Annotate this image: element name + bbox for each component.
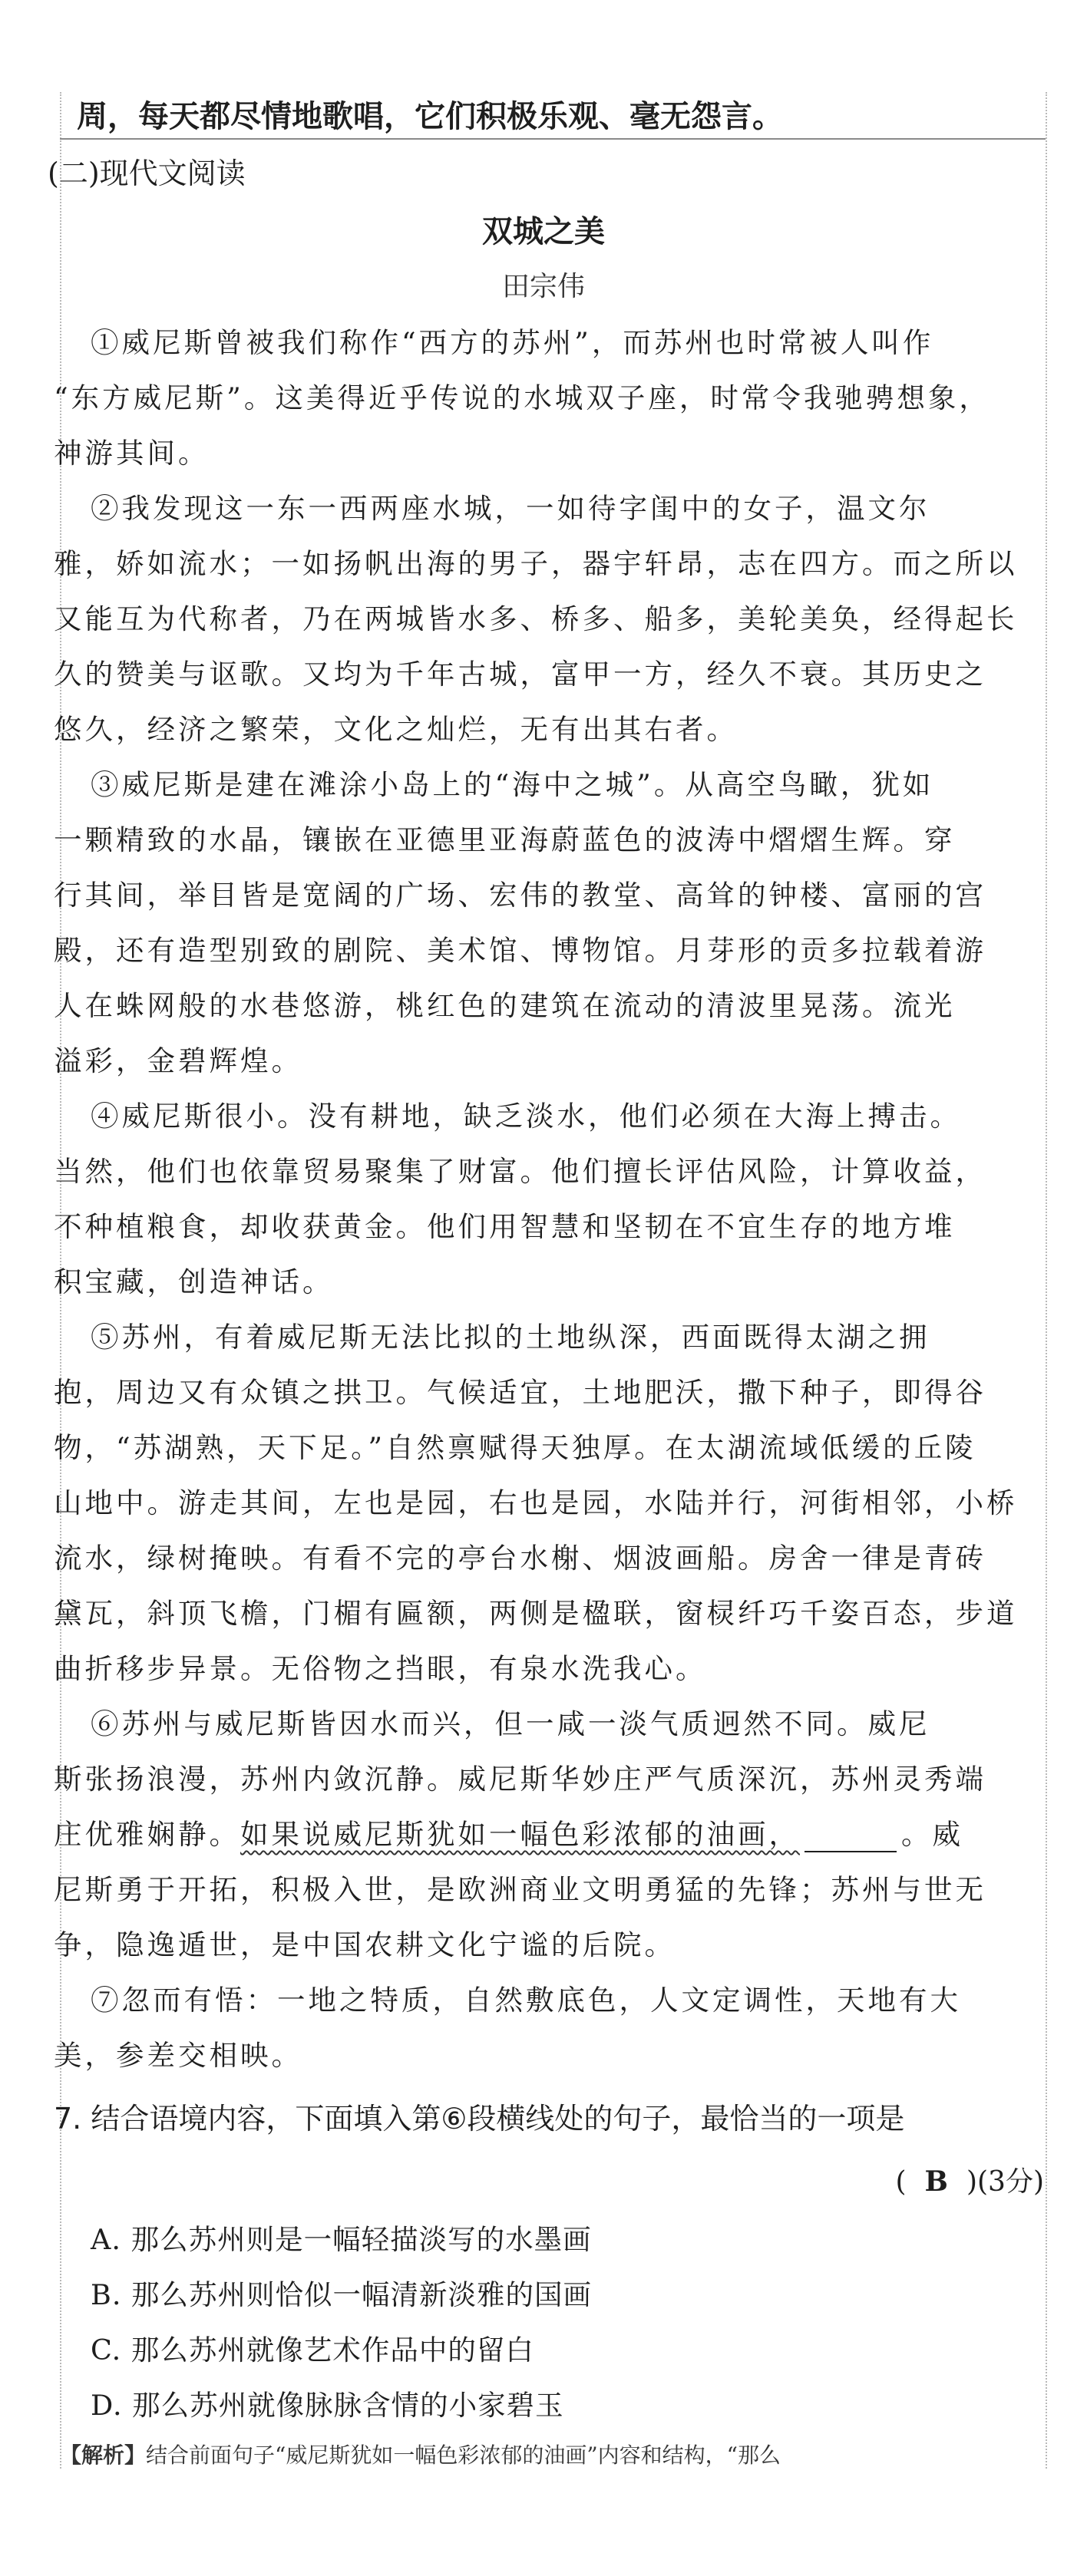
- question-stem: 7. 结合语境内容，下面填入第⑥段横线处的句子，最恰当的一项是: [54, 2102, 905, 2136]
- article-line: 争，隐逸遁世，是中国农耕文化宁谧的后院。: [54, 1928, 676, 1961]
- article-author: 田宗伟: [501, 271, 585, 302]
- article-line: ①威尼斯曾被我们称作“西方的苏州”，而苏州也时常被人叫作: [91, 326, 934, 359]
- option-a: A. 那么苏州则是一幅轻描淡写的水墨画: [91, 2223, 592, 2256]
- article-title: 双城之美: [482, 214, 605, 249]
- analysis-tag: 【解析】: [60, 2442, 147, 2468]
- article-line-with-blank: [54, 1812, 963, 1852]
- article-line: 久的赞美与讴歌。又均为千年古城，富甲一方，经久不衰。其历史之: [54, 658, 986, 691]
- article-line: 黛瓦，斜顶飞檐，门楣有匾额，两侧是楹联，窗棂纤巧千姿百态，步道: [54, 1597, 1018, 1630]
- article-line: ②我发现这一东一西两座水城，一如待字闺中的女子，温文尔: [91, 492, 930, 525]
- article-line: 山地中。游走其间，左也是园，右也是园，水陆并行，河街相邻，小桥: [54, 1486, 1018, 1519]
- option-d: D. 那么苏州就像脉脉含情的小家碧玉: [91, 2389, 564, 2422]
- answer-letter: B: [924, 2165, 948, 2198]
- article-line: 积宝藏，创造神话。: [54, 1265, 334, 1298]
- article-line: 一颗精致的水晶，镶嵌在亚德里亚海蔚蓝色的波涛中熠熠生辉。穿: [54, 823, 956, 856]
- article-line: 抱，周边又有众镇之拱卫。气候适宜，土地肥沃，撒下种子，即得谷: [54, 1376, 986, 1409]
- right-margin-line: [1046, 92, 1047, 2469]
- article-line: 神游其间。: [54, 437, 210, 470]
- analysis-text: 结合前面句子“威尼斯犹如一幅色彩浓郁的油画”内容和结构，“那么: [146, 2442, 781, 2468]
- wavy-underlined-clause: 如果说威尼斯犹如一幅色彩浓郁的油画，: [240, 1818, 800, 1851]
- article-line: 流水，绿树掩映。有看不完的亭台水榭、烟波画船。房舍一律是青砖: [54, 1542, 986, 1575]
- option-c: C. 那么苏州就像艺术作品中的留白: [91, 2334, 534, 2367]
- article-line: ⑤苏州，有着威尼斯无法比拟的土地纵深，西面既得太湖之拥: [91, 1321, 930, 1354]
- previous-passage-ending: 周，每天都尽情地歌唱，它们积极乐观、毫无怨言。: [77, 99, 783, 134]
- article-line: 美，参差交相映。: [54, 2039, 302, 2072]
- answer-open: (: [895, 2166, 907, 2198]
- article-line: 溢彩，金碧辉煌。: [54, 1044, 302, 1077]
- article-text: 。威: [901, 1818, 963, 1851]
- article-line: 曲折移步异景。无俗物之挡眼，有泉水洗我心。: [54, 1652, 707, 1685]
- article-line: 悠久，经济之繁荣，文化之灿烂，无有出其右者。: [54, 713, 738, 746]
- fill-in-blank: [805, 1828, 897, 1852]
- article-line: ⑦忽而有悟：一地之特质，自然敷底色，人文定调性，天地有大: [91, 1984, 961, 2017]
- article-line: 尼斯勇于开拓，积极入世，是欧洲商业文明勇猛的先锋；苏州与世无: [54, 1873, 986, 1906]
- article-line: 殿，还有造型别致的剧院、美术馆、博物馆。月芽形的贡多拉载着游: [54, 934, 986, 967]
- article-line: ④威尼斯很小。没有耕地，缺乏淡水，他们必须在大海上搏击。: [91, 1100, 961, 1133]
- article-line: 雅，娇如流水；一如扬帆出海的男子，器宇轩昂，志在四方。而之所以: [54, 547, 1018, 580]
- analysis-note: [60, 2439, 781, 2469]
- article-line: 人在蛛网般的水巷悠游，桃红色的建筑在流动的清波里晃荡。流光: [54, 989, 956, 1022]
- option-b: B. 那么苏州则恰似一幅清新淡雅的国画: [91, 2278, 593, 2311]
- section-label: (二)现代文阅读: [48, 157, 246, 190]
- article-line: 不种植粮食，却收获黄金。他们用智慧和坚韧在不宜生存的地方堆: [54, 1210, 956, 1243]
- top-divider: [60, 138, 1046, 140]
- article-line: ③威尼斯是建在滩涂小岛上的“海中之城”。从高空鸟瞰，犹如: [91, 768, 934, 801]
- article-line: “东方威尼斯”。这美得近乎传说的水城双子座，时常令我驰骋想象，: [54, 381, 990, 414]
- article-line: 行其间，举目皆是宽阔的广场、宏伟的教堂、高耸的钟楼、富丽的宫: [54, 879, 986, 912]
- article-text: 庄优雅娴静。: [54, 1818, 240, 1851]
- answer-box: [895, 2160, 1044, 2199]
- article-line: 物，“苏湖熟，天下足。”自然禀赋得天独厚。在太湖流域低缓的丘陵: [54, 1431, 976, 1464]
- article-line: 当然，他们也依靠贸易聚集了财富。他们擅长评估风险，计算收益，: [54, 1155, 986, 1188]
- answer-score: )(3分): [966, 2166, 1044, 2198]
- article-line: 又能互为代称者，乃在两城皆水多、桥多、船多，美轮美奂，经得起长: [54, 602, 1018, 635]
- article-line: ⑥苏州与威尼斯皆因水而兴，但一咸一淡气质迥然不同。威尼: [91, 1707, 930, 1740]
- article-line: 斯张扬浪漫，苏州内敛沉静。威尼斯华妙庄严气质深沉，苏州灵秀端: [54, 1763, 986, 1796]
